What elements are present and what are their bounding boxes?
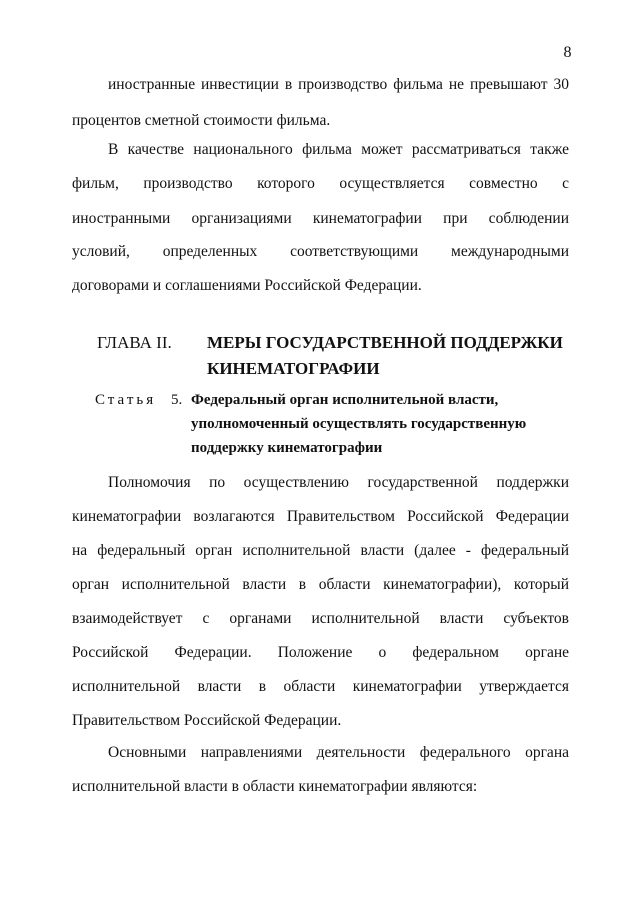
article-word: Статья: [95, 392, 157, 408]
article-number: 5.: [171, 392, 183, 408]
paragraph-3-line: Правительством Российской Федерации.: [72, 712, 342, 729]
paragraph-3-line: орган исполнительной власти в области кинематографии), который: [72, 576, 569, 593]
paragraph-2-line: фильм, производство которого осуществляется совместно с: [72, 175, 569, 192]
chapter-title-line: МЕРЫ ГОСУДАРСТВЕННОЙ ПОДДЕРЖКИ: [207, 333, 563, 352]
paragraph-1-line: процентов сметной стоимости фильма.: [72, 112, 331, 129]
paragraph-2-line: договорами и соглашениями Российской Федерации.: [72, 277, 422, 294]
chapter-label: ГЛАВА II.: [97, 333, 172, 352]
paragraph-3-line: Полномочия по осуществлению государственной поддержки: [108, 474, 569, 491]
paragraph-4-line: Основными направлениями деятельности федерального органа: [108, 744, 569, 761]
paragraph-3-line: на федеральный орган исполнительной власти (далее - федеральный: [72, 542, 569, 559]
page-number: 8: [563, 44, 572, 61]
paragraph-1-line: иностранные инвестиции в производство фильма не превышают 30: [108, 76, 569, 93]
article-title-line: уполномоченный осуществлять государственную: [191, 416, 527, 432]
chapter-title-line: КИНЕМАТОГРАФИИ: [207, 359, 380, 378]
paragraph-3-line: Российской Федерации. Положение о федеральном органе: [72, 644, 569, 661]
paragraph-3-line: исполнительной власти в области кинематографии утверждается: [72, 678, 569, 695]
article-title-line: Федеральный орган исполнительной власти,: [191, 392, 499, 408]
paragraph-2-line: В качестве национального фильма может рассматриваться также: [108, 141, 569, 158]
paragraph-4-line: исполнительной власти в области кинематографии являются:: [72, 778, 478, 795]
paragraph-3-line: взаимодействует с органами исполнительной власти субъектов: [72, 610, 569, 627]
paragraph-3-line: кинематографии возлагаются Правительством Российской Федерации: [72, 508, 569, 525]
paragraph-2-line: иностранными организациями кинематографии при соблюдении: [72, 210, 569, 227]
paragraph-2-line: условий, определенных соответствующими международными: [72, 243, 569, 260]
article-title-line: поддержку кинематографии: [191, 440, 383, 456]
